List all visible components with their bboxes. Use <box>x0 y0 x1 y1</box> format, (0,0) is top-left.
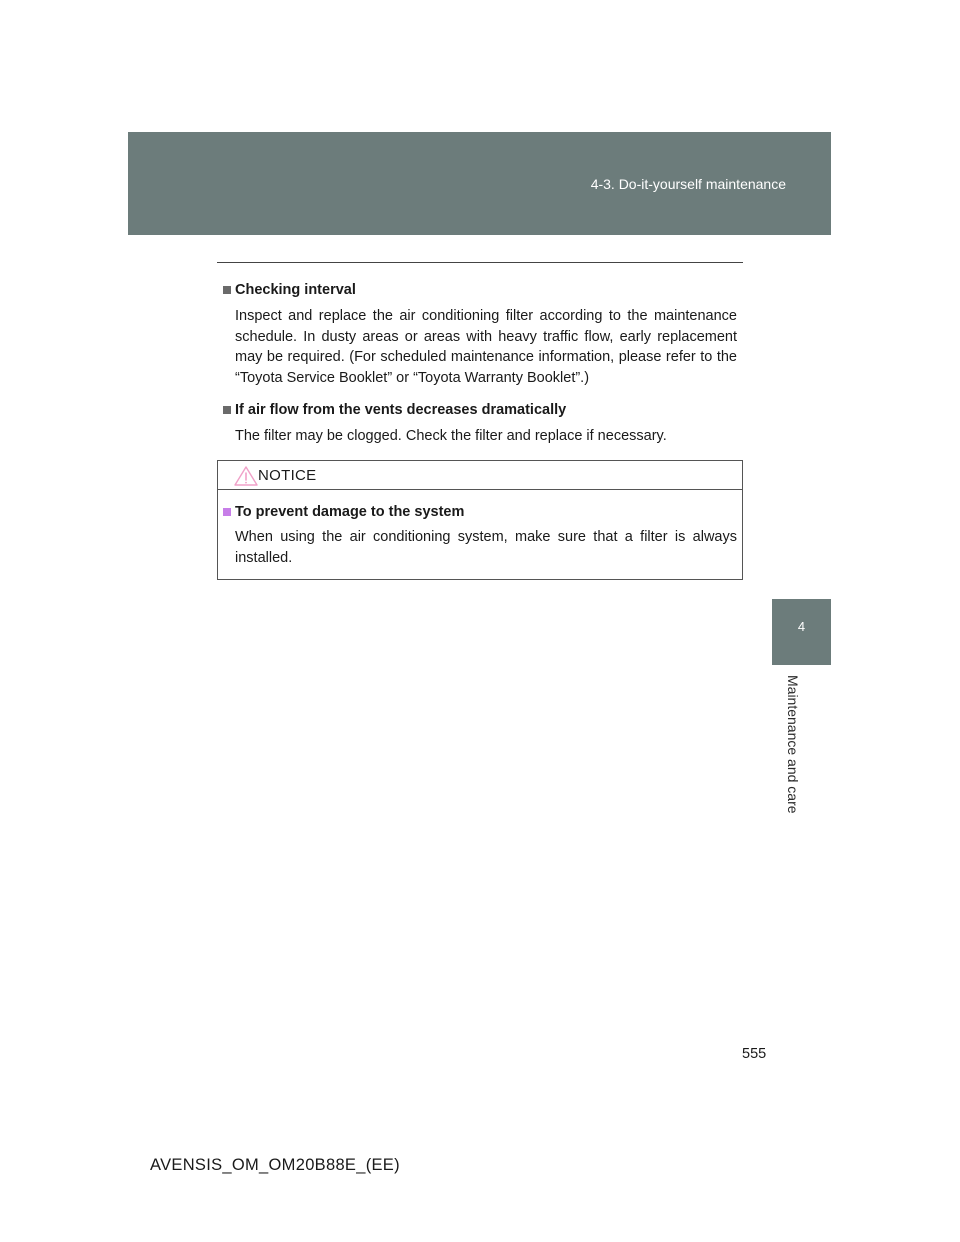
main-content <box>223 280 737 459</box>
page-number: 555 <box>742 1046 767 1062</box>
square-bullet-icon <box>223 508 231 516</box>
warning-triangle-icon <box>233 465 259 487</box>
section-body: Inspect and replace the air conditioning filter according to the maintenance schedule. In dusty areas or areas with heavy traffic flow, early replacement may be required. (For scheduled maintenance information, please refer to the “Toyota Service Booklet” or “Toyota Warranty Booklet”.) <box>235 308 737 386</box>
square-bullet-icon <box>223 286 231 294</box>
section-heading <box>223 280 737 300</box>
notice-text: When using the air conditioning system, make sure that a filter is always installed. <box>235 529 737 566</box>
section-title: 4-3. Do-it-yourself maintenance <box>590 176 786 192</box>
section-heading <box>223 400 737 420</box>
top-rule <box>217 262 743 263</box>
section-heading-text: Checking interval <box>235 282 356 298</box>
chapter-tab <box>772 599 831 665</box>
square-bullet-icon <box>223 406 231 414</box>
notice-body <box>218 490 742 568</box>
notice-header <box>218 461 742 490</box>
section-body: The filter may be clogged. Check the filter and replace if necessary. <box>235 428 667 444</box>
notice-heading-text: To prevent damage to the system <box>235 504 465 520</box>
chapter-number: 4 <box>797 619 806 634</box>
chapter-title: Maintenance and care <box>785 675 801 814</box>
section-heading-text: If air flow from the vents decreases dramatically <box>235 402 567 418</box>
header-band <box>128 132 831 235</box>
document-code: AVENSIS_OM_OM20B88E_(EE) <box>150 1156 400 1174</box>
notice-heading <box>223 502 737 522</box>
notice-title: NOTICE <box>258 467 317 484</box>
notice-box <box>217 460 743 580</box>
